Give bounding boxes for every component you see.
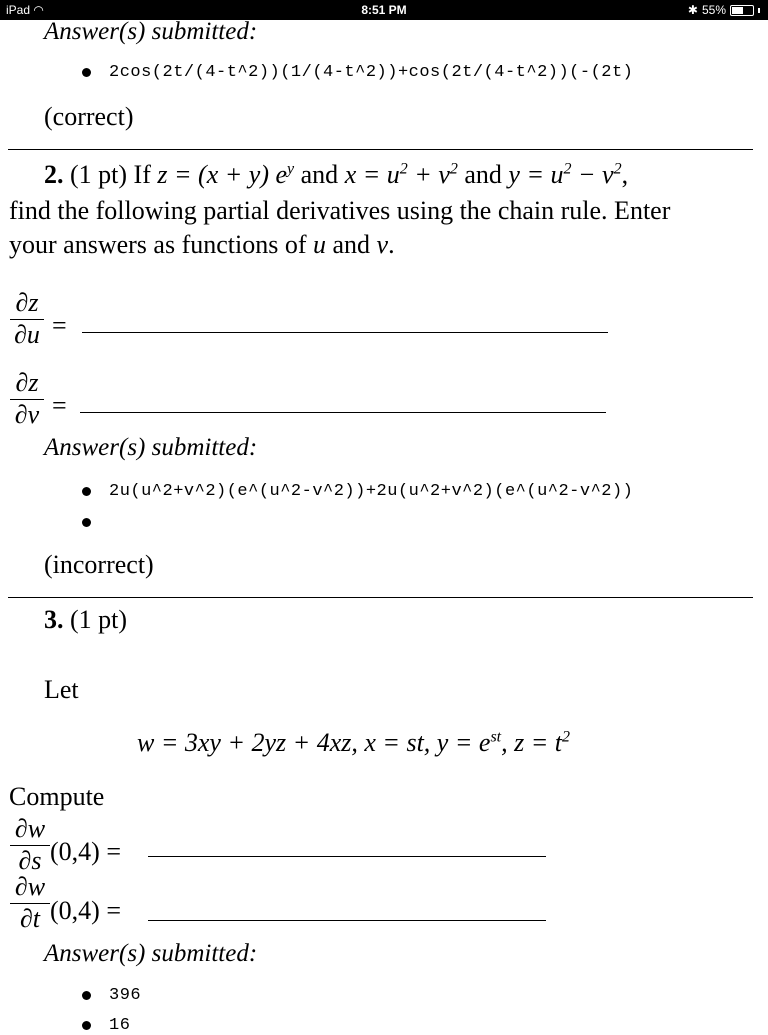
problem2-result: (incorrect) xyxy=(44,550,154,579)
battery-fill xyxy=(732,7,743,14)
prev-answers-label: Answer(s) submitted: xyxy=(44,18,258,45)
problem3-answers-label: Answer(s) submitted: xyxy=(44,940,258,967)
wifi-icon: ◠ xyxy=(33,3,44,17)
problem3-answer-item xyxy=(82,1016,130,1035)
dz-dv-fraction xyxy=(10,370,44,428)
problem3-answer-text: 396 xyxy=(109,986,142,1005)
problem3-number: 3. xyxy=(44,605,64,634)
answer-blank-dz-du[interactable] xyxy=(82,332,608,333)
problem2-answer-text: 2u(u^2+v^2)(e^(u^2-v^2))+2u(u^2+v^2)(e^(u^2-v^2)) xyxy=(109,482,634,501)
problem3-header xyxy=(44,605,127,635)
problem2-answer-item xyxy=(82,482,633,501)
bullet xyxy=(82,991,91,1000)
equals-sign: = xyxy=(52,391,67,420)
problem2-statement: 2. (1 pt) If z = (x + y) $e^y$ and $x = u^2 + v^2$ and $y = u^2 - v^2$, xyxy=(44,160,629,189)
dw-ds-argument: (0,4) = xyxy=(50,837,121,866)
fraction-numerator: ∂w xyxy=(14,872,46,901)
problem2-answers-label: Answer(s) submitted: xyxy=(44,434,258,461)
fraction-denominator: ∂v xyxy=(14,400,40,429)
prev-answer-text: 2cos(2t/(4-t^2))(1/(4-t^2))+cos(2t/(4-t^2))(-(2t) xyxy=(109,63,634,82)
fraction-denominator: ∂t xyxy=(19,904,41,933)
problem2-if: If xyxy=(133,160,151,189)
battery-percent: 55% xyxy=(701,3,726,17)
problem3-equation: w = 3xy + 2yz + 4xz, x = st, $y = e^{st}$, $z = t^2$ xyxy=(137,728,570,757)
clock: 8:51 PM xyxy=(361,3,407,17)
divider xyxy=(8,149,753,150)
fraction-numerator: ∂z xyxy=(15,368,39,397)
dw-dt-fraction xyxy=(10,874,50,932)
bullet xyxy=(82,518,91,527)
fraction-denominator: ∂s xyxy=(18,846,42,875)
status-bar xyxy=(0,0,768,20)
battery-status xyxy=(688,3,760,17)
bullet xyxy=(82,487,91,496)
var-u: u xyxy=(313,230,326,259)
bluetooth-icon: ✱ xyxy=(687,3,698,17)
problem2-line3: your answers as functions of u and v. xyxy=(9,230,395,259)
problem2-answer-item xyxy=(82,513,109,532)
answer-blank-dz-dv[interactable] xyxy=(80,412,606,413)
problem2-eq-y: $y = u^2 - v^2$ xyxy=(508,160,622,189)
bullet xyxy=(82,1021,91,1030)
var-v: v xyxy=(376,230,389,259)
divider xyxy=(8,597,753,598)
fraction-denominator: ∂u xyxy=(14,320,40,349)
problem3-compute: Compute xyxy=(9,782,105,811)
problem3-let: Let xyxy=(44,675,79,704)
problem2-and1: and xyxy=(300,160,339,189)
problem2-points: (1 pt) xyxy=(70,160,128,189)
fraction-numerator: ∂w xyxy=(14,814,46,843)
problem2-line2: find the following partial derivatives using the chain rule. Enter xyxy=(9,196,671,225)
device-name: iPad xyxy=(6,3,31,17)
dz-du-fraction xyxy=(10,290,44,348)
battery-tip xyxy=(758,8,760,13)
battery-icon xyxy=(730,5,754,16)
bullet xyxy=(82,68,91,77)
problem2-eq-z: z = (x + y) $e^y$ xyxy=(157,160,295,189)
prev-result: (correct) xyxy=(44,102,134,131)
fraction-numerator: ∂z xyxy=(15,288,39,317)
equals-sign: = xyxy=(52,311,67,340)
prev-answer-item xyxy=(82,63,633,82)
problem3-answer-text: 16 xyxy=(109,1016,131,1035)
dw-ds-fraction xyxy=(10,816,50,874)
answer-blank-dw-dt[interactable] xyxy=(148,920,546,921)
problem2-number: 2. xyxy=(44,160,64,189)
problem3-points: (1 pt) xyxy=(70,605,128,634)
answer-blank-dw-ds[interactable] xyxy=(148,856,546,857)
problem2-and2: and xyxy=(464,160,502,189)
problem3-answer-item xyxy=(82,986,141,1005)
problem2-eq-x: $x = u^2 + v^2$ xyxy=(344,160,458,189)
dw-dt-argument: (0,4) = xyxy=(50,896,121,925)
